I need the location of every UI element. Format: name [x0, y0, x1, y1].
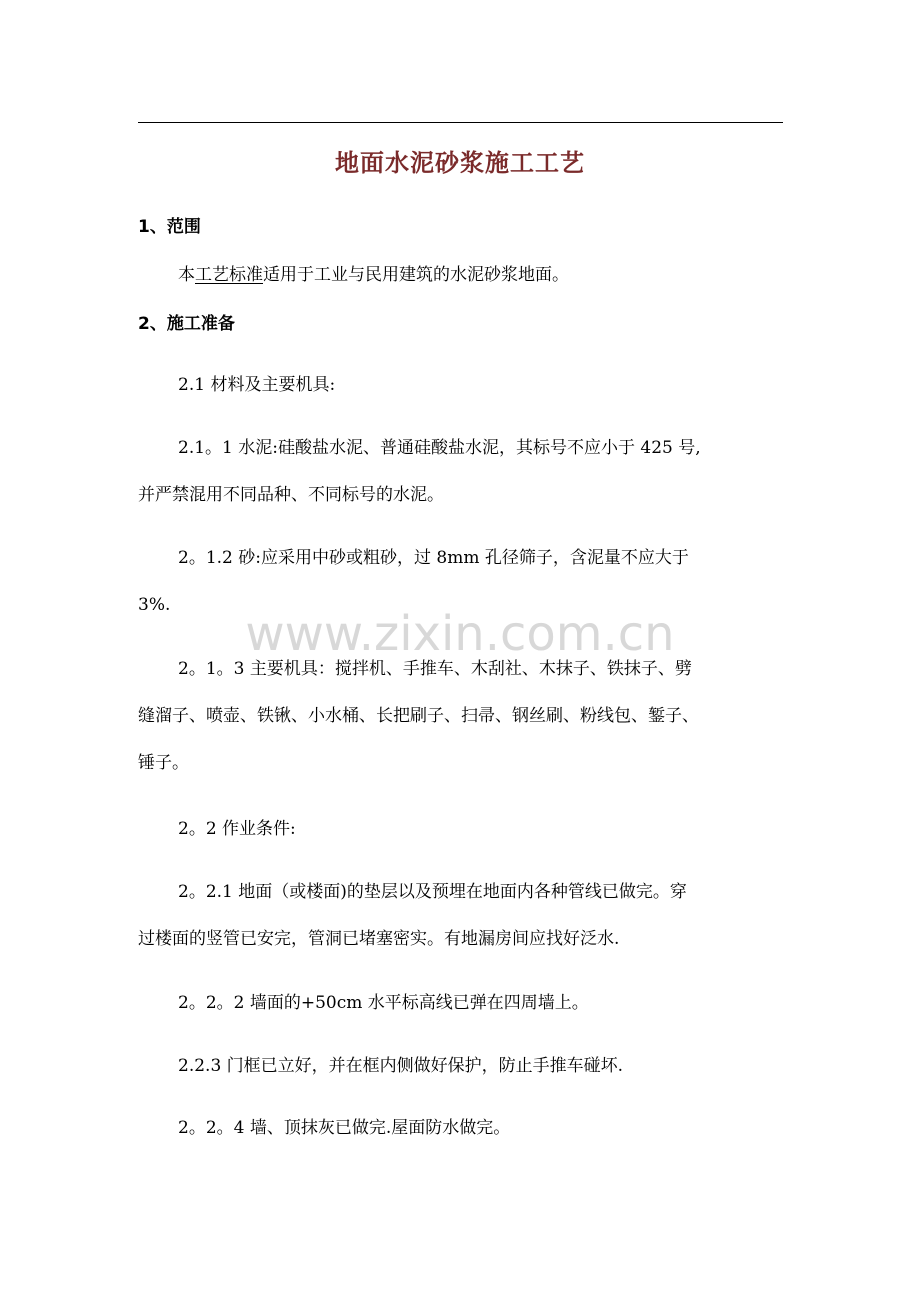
paragraph-line: 3%. — [138, 595, 171, 615]
paragraph-line: 2.2.3 门框已立好，并在框内侧做好保护，防止手推车碰坏. — [178, 1056, 624, 1076]
section-heading-scope: 1、范围 — [138, 217, 201, 237]
paragraph-2-2-4 — [138, 1105, 788, 1152]
paragraph-line: 缝溜子、喷壶、铁锹、小水桶、长把刷子、扫帚、钢丝刷、粉线包、錾子、 — [138, 706, 699, 726]
paragraph-line: 2。1。3 主要机具：搅拌机、手推车、木刮社、木抹子、铁抹子、劈 — [178, 659, 692, 679]
paragraph-2-1 — [138, 362, 788, 409]
paragraph-line: 2.1 材料及主要机具: — [178, 375, 336, 395]
paragraph-line: 2。2 作业条件: — [178, 819, 296, 839]
paragraph-line: 2。2。4 墙、顶抹灰已做完.屋面防水做完。 — [178, 1118, 511, 1138]
section-heading-preparation: 2、施工准备 — [138, 314, 235, 334]
header-rule — [138, 122, 783, 123]
paragraph-2-1-3 — [138, 646, 788, 787]
paragraph-scope — [138, 252, 788, 299]
text-run: 适用于工业与民用建筑的水泥砂浆地面。 — [263, 265, 569, 285]
document-title: 地面水泥砂浆施工工艺 — [335, 149, 585, 177]
paragraph-line: 过楼面的竖管已安完，管洞已堵塞密实。有地漏房间应找好泛水. — [138, 929, 620, 949]
paragraph-line: 2。2.1 地面（或楼面)的垫层以及预埋在地面内各种管线已做完。穿 — [178, 882, 687, 902]
paragraph-2-1-1 — [138, 425, 788, 519]
paragraph-2-2-3 — [138, 1043, 788, 1090]
paragraph-line: 锤子。 — [138, 753, 189, 773]
paragraph-2-2 — [138, 806, 788, 853]
standard-link[interactable]: 工艺标准 — [195, 265, 263, 285]
paragraph-line: 2。2。2 墙面的+50cm 水平标高线已弹在四周墙上。 — [178, 993, 589, 1013]
paragraph-line: 并严禁混用不同品种、不同标号的水泥。 — [138, 485, 444, 505]
paragraph-2-2-1 — [138, 869, 788, 963]
paragraph-line — [138, 252, 788, 299]
text-run: 本 — [178, 265, 195, 285]
watermark: www.zixin.com.cn — [245, 606, 675, 662]
paragraph-line: 2。1.2 砂:应采用中砂或粗砂，过 8mm 孔径筛子，含泥量不应大于 — [178, 548, 689, 568]
paragraph-line: 2.1。1 水泥:硅酸盐水泥、普通硅酸盐水泥，其标号不应小于 425 号, — [178, 438, 701, 458]
paragraph-2-2-2 — [138, 980, 788, 1027]
